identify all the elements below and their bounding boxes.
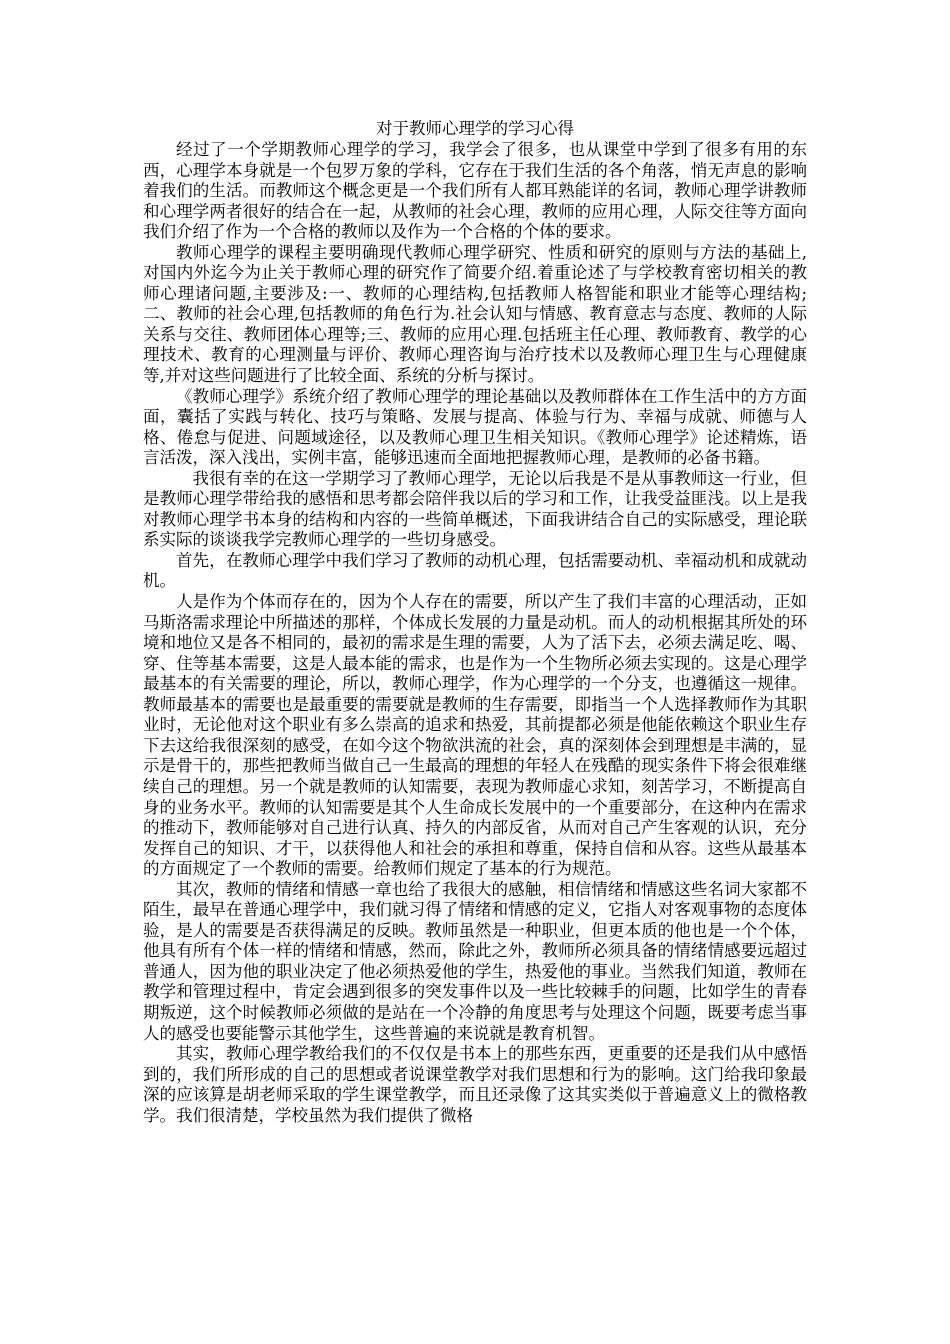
paragraph-2: 教师心理学的课程主要明确现代教师心理学研究、性质和研究的原则与方法的基础上,对国内外迄今为止关于教师心理的研究作了简要介绍.着重论述了与学校教育密切相关的教师心理诸问题,主要涉及:一、教师的心理结构,包括教师人格智能和职业才能等心理结构;二、教师的社会心理,包括教师的角色行为.社会认知与情感、教育意志与态度、教师的人际关系与交往、教师团体心理等;三、教师的应用心理.包括班主任心理、教师教育、教学的心理技术、教育的心理测量与评价、教师心理咨询与治疗技术以及教师心理卫生与心理健康等,并对这些问题进行了比较全面、系统的分析与探讨。 [143,242,807,386]
paragraph-8: 其实，教师心理学教给我们的不仅仅是书本上的那些东西，更重要的还是我们从中感悟到的，我们所形成的自己的思想或者说课堂教学对我们思想和行为的影响。这门给我印象最深的应该算是胡老师采取的学生课堂教学，而且还录像了这其实类似于普遍意义上的微格教学。我们很清楚，学校虽然为我们提供了微格 [143,1044,807,1125]
document-title: 对于教师心理学的学习心得 [376,119,574,138]
paragraph-4: 我很有幸的在这一学期学习了教师心理学，无论以后我是不是从事教师这一行业，但是教师心理学带给我的感悟和思考都会陪伴我以后的学习和工作，让我受益匪浅。以上是我对教师心理学书本身的结构和内容的一些简单概述，下面我讲结合自己的实际感受，理论联系实际的谈谈我学完教师心理学的一些切身感受。 [143,468,807,550]
paragraph-1: 经过了一个学期教师心理学的学习，我学会了很多，也从课堂中学到了很多有用的东西，心理学本身就是一个包罗万象的学科，它存在于我们生活的各个角落，悄无声息的影响着我们的生活。而教师这个概念更是一个我们所有人都耳熟能详的名词，教师心理学讲教师和心理学两者很好的结合在一起，从教师的社会心理，教师的应用心理，人际交往等方面向我们介绍了作为一个合格的教师以及作为一个合格的个体的要求。 [143,140,807,242]
document-page [143,118,807,1126]
paragraph-3: 《教师心理学》系统介绍了教师心理学的理论基础以及教师群体在工作生活中的方方面面，囊括了实践与转化、技巧与策略、发展与提高、体验与行为、幸福与成就、师德与人格、倦怠与促进、问题域途径，以及教师心理卫生相关知识。《教师心理学》论述精炼，语言活泼，深入浅出，实例丰富，能够迅速而全面地把握教师心理，是教师的必备书籍。 [143,386,807,468]
paragraph-5: 首先，在教师心理学中我们学习了教师的动机心理，包括需要动机、幸福动机和成就动机。 [143,550,807,591]
paragraph-7: 其次，教师的情绪和情感一章也给了我很大的感触，相信情绪和情感这些名词大家都不陌生，最早在普通心理学中，我们就习得了情绪和情感的定义，它指人对客观事物的态度体验，是人的需要是否获得满足的反映。教师虽然是一种职业，但更本质的他也是一个个体，他具有所有个体一样的情绪和情感，然而，除此之外，教师所必须具备的情绪情感要远超过普通人，因为他的职业决定了他必须热爱他的学生，热爱他的事业。当然我们知道，教师在教学和管理过程中，肯定会遇到很多的突发事件以及一些比较棘手的问题，比如学生的青春期叛逆，这个时候教师必须做的是站在一个冷静的角度思考与处理这个问题，既要考虑当事人的感受也要能警示其他学生，这些普遍的来说就是教育机智。 [143,879,807,1043]
paragraph-6: 人是作为个体而存在的，因为个人存在的需要，所以产生了我们丰富的心理活动，正如马斯洛需求理论中所描述的那样，个体成长发展的力量是动机。而人的动机根据其所处的环境和地位又是各不相同的，最初的需求是生理的需要，人为了活下去，必须去满足吃、喝、穿、住等基本需要，这是人最本能的需求，也是作为一个生物所必须去实现的。这是心理学最基本的有关需要的理论，所以，教师心理学，作为心理学的一个分支，也遵循这一规律。教师最基本的需要也是最重要的需要就是教师的生存需要，即指当一个人选择教师作为其职业时，无论他对这个职业有多么崇高的追求和热爱，其前提都必须是他能依赖这个职业生存下去这给我很深刻的感受，在如今这个物欲洪流的社会，真的深刻体会到理想是丰满的，显示是骨干的，那些把教师当做自己一生最高的理想的年轻人在残酷的现实条件下将会很难继续自己的理想。另一个就是教师的认知需要，表现为教师虚心求知，刻苦学习，不断提高自身的业务水平。教师的认知需要是其个人生命成长发展中的一个重要部分，在这种内在需求的推动下，教师能够对自己进行认真、持久的内部反省，从而对自己产生客观的认识，充分发挥自己的知识、才干，以获得他人和社会的承担和尊重，保持自信和从容。这些从最基本的方面规定了一个教师的需要。给教师们规定了基本的行为规范。 [143,592,807,879]
